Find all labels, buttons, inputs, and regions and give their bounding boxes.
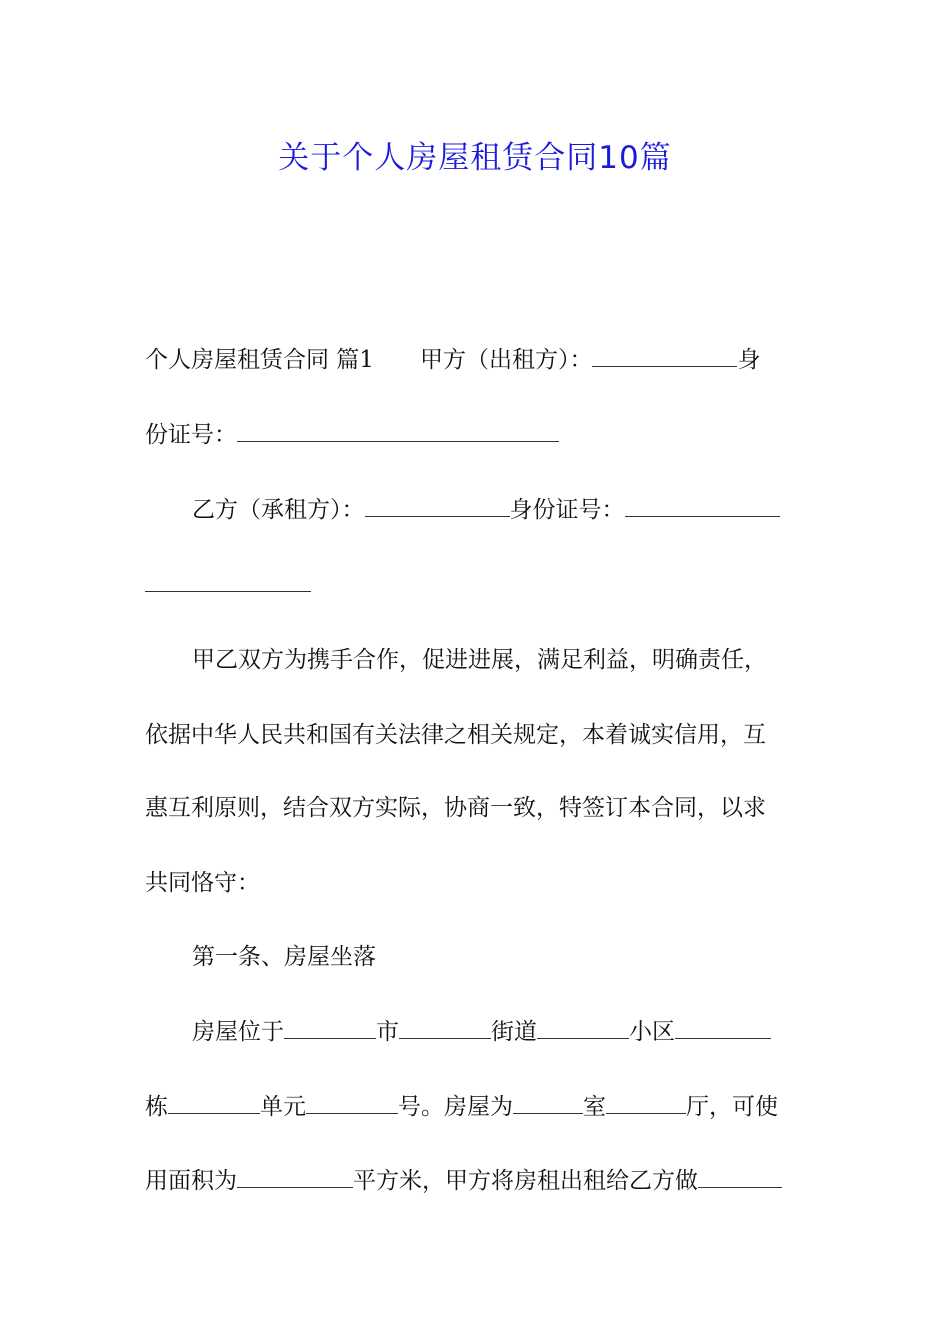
article-1-line-2 xyxy=(145,1092,805,1122)
document-title: 关于个人房屋租赁合同10篇 xyxy=(278,140,672,176)
article-1-line-3 xyxy=(145,1166,805,1196)
building-label: 栋 xyxy=(145,1094,168,1120)
intro-line-3: 惠互利原则，结合双方实际，协商一致，特签订本合同，以求 xyxy=(145,795,766,821)
hall-text: 厅，可使 xyxy=(686,1094,778,1120)
party-a-id-label: 份证号： xyxy=(145,422,237,448)
id-label-start: 身 xyxy=(737,347,761,373)
party-a-name-blank[interactable] xyxy=(592,346,737,367)
area-blank[interactable] xyxy=(237,1167,353,1188)
party-b-label: 乙方（承租方）： xyxy=(192,497,365,523)
room-blank[interactable] xyxy=(513,1093,583,1114)
building-blank[interactable] xyxy=(675,1018,771,1039)
community-label: 小区 xyxy=(629,1019,675,1045)
usage-blank[interactable] xyxy=(698,1167,782,1188)
number-blank[interactable] xyxy=(306,1093,398,1114)
party-b-id-blank[interactable] xyxy=(625,496,780,517)
unit-label: 单元 xyxy=(260,1094,306,1120)
party-a-label: 甲方（出租方）： xyxy=(419,347,593,373)
intro-line-2: 依据中华人民共和国有关法律之相关规定，本着诚实信用，互 xyxy=(145,722,766,748)
unit-blank[interactable] xyxy=(168,1093,260,1114)
city-label: 市 xyxy=(376,1019,399,1045)
intro-line-1: 甲乙双方为携手合作，促进进展，满足利益，明确责任， xyxy=(192,647,767,673)
party-b-id-label: 身份证号： xyxy=(509,497,625,523)
party-b-name-blank[interactable] xyxy=(365,496,510,517)
location-prefix: 房屋位于 xyxy=(192,1019,284,1045)
party-b-id-blank-cont[interactable] xyxy=(145,571,311,592)
room-label: 室 xyxy=(583,1094,606,1120)
area-prefix: 用面积为 xyxy=(145,1168,237,1194)
street-label: 街道 xyxy=(491,1019,537,1045)
article-1-line-1 xyxy=(145,1017,852,1047)
street-blank[interactable] xyxy=(399,1018,491,1039)
party-a-id-line xyxy=(145,420,805,450)
number-text: 号。房屋为 xyxy=(398,1094,513,1120)
header-line xyxy=(145,345,805,375)
area-suffix: 平方米，甲方将房租出租给乙方做 xyxy=(353,1168,698,1194)
contract-heading: 个人房屋租赁合同 篇1 xyxy=(145,347,374,373)
party-b-line xyxy=(145,495,852,525)
city-blank[interactable] xyxy=(284,1018,376,1039)
party-a-id-blank[interactable] xyxy=(237,421,559,442)
article-1-heading: 第一条、房屋坐落 xyxy=(192,944,376,970)
hall-blank[interactable] xyxy=(606,1093,686,1114)
party-b-id-continued xyxy=(145,570,805,600)
intro-line-4: 共同恪守： xyxy=(145,870,260,896)
community-blank[interactable] xyxy=(537,1018,629,1039)
